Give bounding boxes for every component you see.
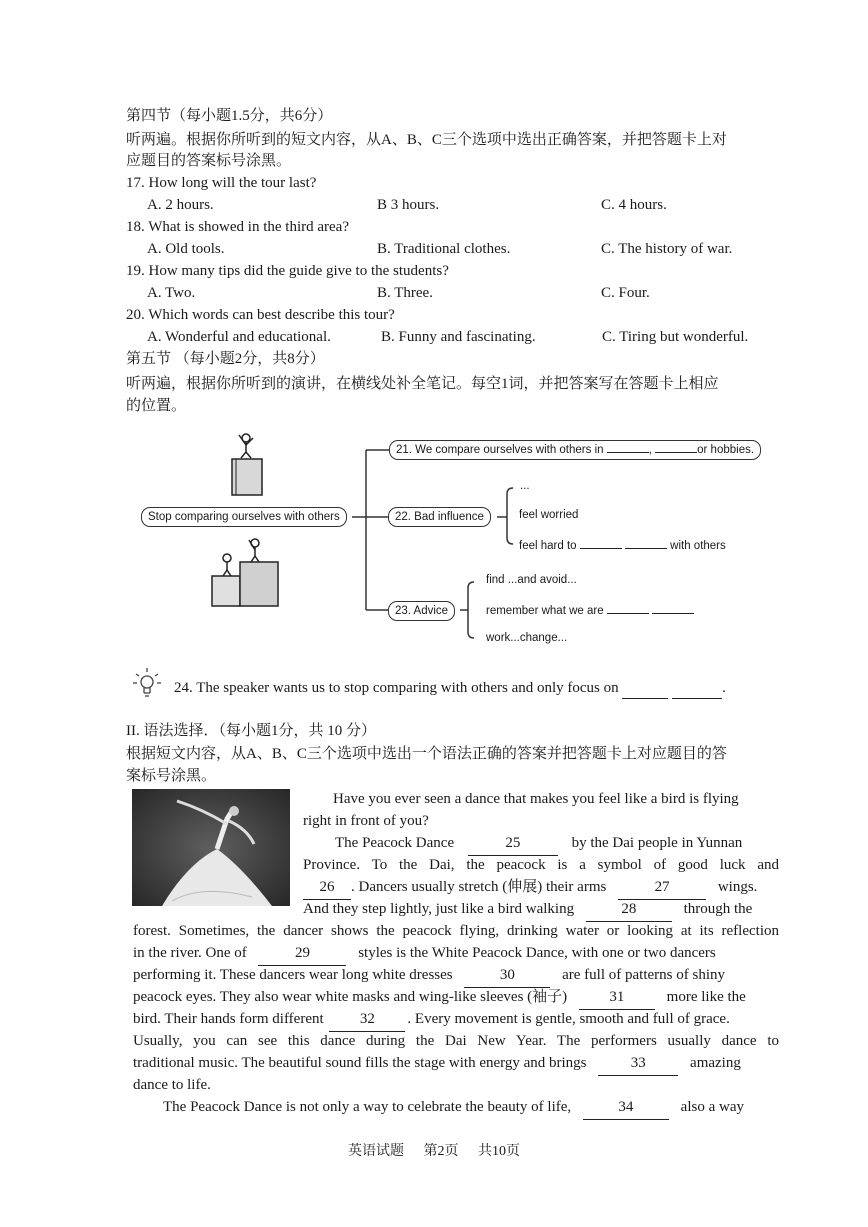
page-footer — [0, 1140, 868, 1160]
q23-item-remember-label: remember what we are — [486, 605, 604, 617]
mindmap-q22: 22. Bad influence — [388, 507, 491, 527]
question-18: 18. What is showed in the third area? — [126, 219, 349, 235]
q22-item-hard-label: feel hard to — [519, 540, 577, 552]
passage-text: are full of patterns of shiny — [562, 967, 725, 983]
option-18b: B. Traditional clothes. — [377, 241, 511, 257]
option-18c: C. The history of war. — [601, 241, 733, 257]
passage-line-1: Have you ever seen a dance that makes you feel like a bird is flying — [333, 791, 739, 807]
section4-instruction: 听两遍。根据你所听到的短文内容，从A、B、C三个选项中选出正确答案，并把答题卡上对 — [126, 132, 727, 148]
passage-line-8 — [133, 943, 779, 966]
q21-suffix: or hobbies. — [697, 444, 755, 456]
q22-blank-2[interactable] — [625, 538, 667, 549]
passage-line-5 — [303, 877, 779, 900]
q23-blank-2[interactable] — [652, 603, 694, 614]
option-20a: A. Wonderful and educational. — [147, 329, 331, 345]
passage-text: through the — [683, 901, 753, 917]
question-24-text: 24. The speaker wants us to stop comparing with others and only focus on — [174, 680, 619, 696]
option-18a: A. Old tools. — [147, 241, 225, 257]
blank-29[interactable]: 29 — [258, 943, 346, 966]
passage-text: bird. Their hands form different — [133, 1011, 324, 1027]
passage-line-3 — [335, 833, 779, 856]
blank-27[interactable]: 27 — [618, 877, 706, 900]
passage-text: . Every movement is gentle, smooth and full of grace. — [407, 1011, 730, 1027]
passage-line-14: dance to life. — [133, 1077, 211, 1093]
q22-item-hard-suffix: with others — [670, 540, 726, 552]
passage-line-6 — [303, 899, 779, 922]
mindmap-q21 — [389, 440, 761, 460]
question-17: 17. How long will the tour last? — [126, 175, 317, 191]
q23-item-find: find ...and avoid... — [486, 574, 577, 586]
peacock-dancer-photo — [132, 789, 290, 906]
passage-text: performing it. These dancers wear long white dresses — [133, 967, 453, 983]
passage-text: amazing — [690, 1055, 741, 1071]
passage-text: also a way — [680, 1099, 744, 1115]
mindmap-q23: 23. Advice — [388, 601, 455, 621]
blank-32[interactable]: 32 — [329, 1009, 405, 1032]
passage-text: And they step lightly, just like a bird walking — [303, 901, 575, 917]
passage-line-7: forest. Sometimes, the dancer shows the peacock flying, drinking water or looking at its reflection — [133, 923, 779, 939]
passage-text: wings. — [717, 879, 758, 895]
blank-31[interactable]: 31 — [579, 987, 655, 1010]
blank-26[interactable]: 26 — [303, 877, 351, 900]
option-17b: B 3 hours. — [377, 197, 440, 213]
passage-line-12: Usually, you can see this dance during the Dai New Year. The performers usually dance to — [133, 1033, 779, 1049]
blank-28[interactable]: 28 — [586, 899, 672, 922]
q23-item-remember — [486, 603, 694, 617]
q21-blank-2[interactable] — [655, 442, 697, 453]
q21-label: 21. We compare ourselves with others in — [396, 444, 604, 456]
q24-blank-1[interactable] — [622, 678, 668, 699]
passage-line-9 — [133, 965, 779, 988]
passage-line-4: Province. To the Dai, the peacock is a symbol of good luck and — [303, 857, 779, 873]
question-20: 20. Which words can best describe this tour? — [126, 307, 395, 323]
passage-line-15 — [163, 1097, 779, 1120]
passage-line-13 — [133, 1053, 779, 1076]
section5-instruction-cont: 的位置。 — [126, 398, 187, 414]
q22-blank-1[interactable] — [580, 538, 622, 549]
q21-comma: , — [648, 444, 652, 456]
question-19: 19. How many tips did the guide give to the students? — [126, 263, 449, 279]
footer-subject: 英语试题 — [348, 1144, 404, 1159]
option-20c: C. Tiring but wonderful. — [602, 329, 749, 345]
passage-line-10 — [133, 987, 779, 1010]
blank-30[interactable]: 30 — [464, 965, 550, 988]
option-19b: B. Three. — [377, 285, 433, 301]
q21-blank-1[interactable] — [607, 442, 649, 453]
section4-instruction-cont: 应题目的答案标号涂黑。 — [126, 153, 292, 169]
passage-text: styles is the White Peacock Dance, with one or two dancers — [358, 945, 716, 961]
footer-total-pages: 共10页 — [478, 1144, 520, 1159]
option-17c: C. 4 hours. — [601, 197, 667, 213]
passage-text: more like the — [666, 989, 746, 1005]
grammar-instruction: 根据短文内容，从A、B、C三个选项中选出一个语法正确的答案并把答题卡上对应题目的答 — [126, 746, 727, 762]
q22-item-worried: feel worried — [519, 509, 579, 521]
passage-text: peacock eyes. They also wear white masks and wing-like sleeves (袖子) — [133, 989, 568, 1005]
figures-on-podium-icon — [210, 536, 286, 608]
blank-25[interactable]: 25 — [468, 833, 558, 856]
grammar-instruction-cont: 案标号涂黑。 — [126, 768, 217, 784]
mindmap-center: Stop comparing ourselves with others — [141, 507, 347, 527]
q22-item-ellipsis: ... — [520, 480, 530, 492]
passage-text: traditional music. The beautiful sound fills the stage with energy and brings — [133, 1055, 587, 1071]
blank-33[interactable]: 33 — [598, 1053, 678, 1076]
blank-34[interactable]: 34 — [583, 1097, 669, 1120]
question-24: 24. The speaker wants us to stop comparing with others and only focus on . — [174, 678, 726, 699]
q23-item-work: work...change... — [486, 632, 568, 644]
passage-text: The Peacock Dance — [335, 835, 455, 851]
section4-title: 第四节（每小题1.5分，共6分） — [126, 108, 333, 124]
option-17a: A. 2 hours. — [147, 197, 214, 213]
section5-instruction: 听两遍，根据你所听到的演讲，在横线处补全笔记。每空1词，并把答案写在答题卡上相应 — [126, 376, 719, 392]
passage-text: The Peacock Dance is not only a way to celebrate the beauty of life, — [163, 1099, 572, 1115]
footer-page-number: 第2页 — [423, 1144, 459, 1159]
section5-title: 第五节 （每小题2分，共8分） — [126, 351, 325, 367]
option-20b: B. Funny and fascinating. — [381, 329, 536, 345]
option-19a: A. Two. — [147, 285, 196, 301]
q23-blank-1[interactable] — [607, 603, 649, 614]
passage-text: . Dancers usually stretch (伸展) their arms — [351, 879, 607, 895]
passage-text: in the river. One of — [133, 945, 247, 961]
figure-on-books-icon — [226, 430, 268, 496]
q22-item-hard — [519, 538, 726, 552]
option-19c: C. Four. — [601, 285, 650, 301]
passage-line-11 — [133, 1009, 779, 1032]
passage-line-2: right in front of you? — [303, 813, 429, 829]
lightbulb-icon — [132, 666, 162, 700]
passage-text: by the Dai people in Yunnan — [571, 835, 743, 851]
grammar-title: II. 语法选择．（每小题1分，共 10 分） — [126, 723, 376, 739]
q24-blank-2[interactable] — [672, 678, 722, 699]
